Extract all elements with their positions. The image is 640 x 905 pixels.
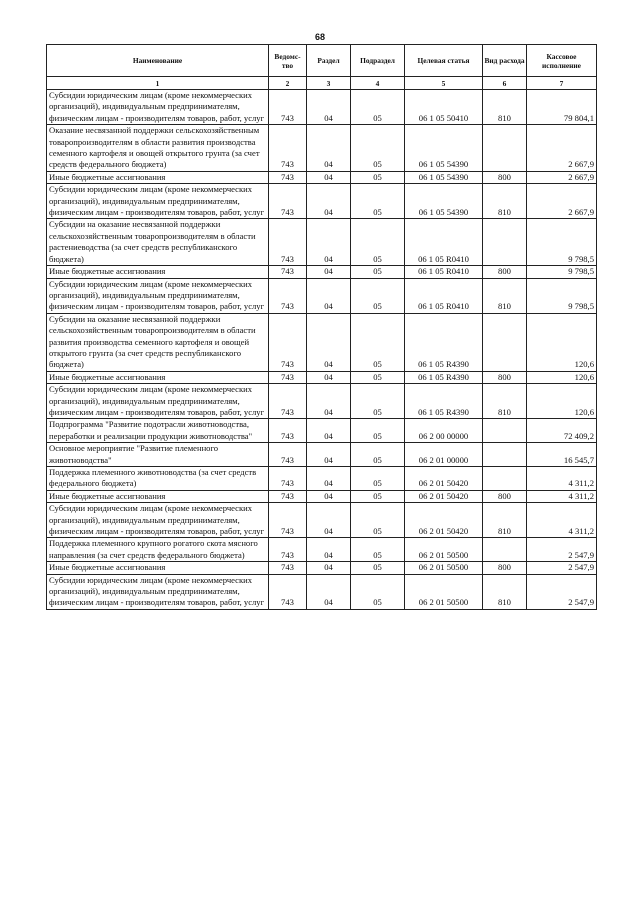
table-row [47,371,597,383]
row-target-article: 06 2 01 00000 [405,443,483,467]
row-expense-type [483,538,527,562]
row-target-article: 06 2 01 50500 [405,574,483,609]
row-name: Субсидии на оказание несвязанной поддержки сельскохозяйственным товаропроизводителям в области развития производства семенного картофеля и овощей открытого грунта (за счет средств республиканского бюджета) [47,313,269,371]
table-row [47,90,597,125]
row-section: 04 [307,419,351,443]
row-section: 04 [307,184,351,219]
row-name: Оказание несвязанной поддержки сельскохозяйственным товаропроизводителям в области развития производства семенного картофеля и овощей открытого грунта (за счет средств федерального бюджета) [47,125,269,172]
row-department: 743 [269,538,307,562]
row-section: 04 [307,219,351,266]
row-subsection: 05 [351,219,405,266]
row-amount: 9 798,5 [527,266,597,278]
table-row [47,171,597,183]
row-subsection: 05 [351,443,405,467]
row-amount: 2 667,9 [527,184,597,219]
row-department: 743 [269,171,307,183]
row-subsection: 05 [351,467,405,491]
row-name: Субсидии юридическим лицам (кроме некоммерческих организаций), индивидуальным предпринимателям, физическим лицам - производителям товаров, работ, услуг [47,574,269,609]
row-section: 04 [307,313,351,371]
row-department: 743 [269,125,307,172]
row-expense-type: 810 [483,384,527,419]
table-row [47,278,597,313]
row-amount: 16 545,7 [527,443,597,467]
row-section: 04 [307,538,351,562]
row-section: 04 [307,171,351,183]
header-department: Ведомс-тво [269,45,307,77]
row-section: 04 [307,467,351,491]
row-subsection: 05 [351,490,405,502]
row-expense-type: 800 [483,266,527,278]
row-subsection: 05 [351,90,405,125]
row-target-article: 06 2 01 50420 [405,503,483,538]
row-section: 04 [307,443,351,467]
row-amount: 120,6 [527,371,597,383]
row-name: Иные бюджетные ассигнования [47,490,269,502]
row-department: 743 [269,384,307,419]
row-subsection: 05 [351,171,405,183]
row-amount: 2 547,9 [527,562,597,574]
row-expense-type: 800 [483,490,527,502]
row-expense-type [483,467,527,491]
column-number: 4 [351,77,405,90]
row-subsection: 05 [351,419,405,443]
row-name: Субсидии юридическим лицам (кроме некоммерческих организаций), индивидуальным предпринимателям, физическим лицам - производителям товаров, работ, услуг [47,90,269,125]
row-department: 743 [269,490,307,502]
page-number: 68 [314,32,325,42]
column-number: 5 [405,77,483,90]
row-department: 743 [269,574,307,609]
row-expense-type: 810 [483,278,527,313]
row-target-article: 06 1 05 R4390 [405,313,483,371]
row-target-article: 06 2 01 50500 [405,538,483,562]
row-expense-type [483,125,527,172]
row-section: 04 [307,384,351,419]
row-expense-type [483,219,527,266]
row-expense-type [483,443,527,467]
row-department: 743 [269,184,307,219]
row-subsection: 05 [351,503,405,538]
header-cash-execution: Кассовое исполнение [527,45,597,77]
row-amount: 2 667,9 [527,125,597,172]
row-name: Основное мероприятие "Развитие племенного животноводства" [47,443,269,467]
row-target-article: 06 1 05 50410 [405,90,483,125]
column-number: 2 [269,77,307,90]
row-expense-type [483,419,527,443]
header-row [47,45,597,77]
row-target-article: 06 1 05 R0410 [405,219,483,266]
row-name: Поддержка племенного животноводства (за счет средств федерального бюджета) [47,467,269,491]
table-row [47,419,597,443]
row-expense-type: 810 [483,90,527,125]
row-amount: 9 798,5 [527,219,597,266]
row-subsection: 05 [351,184,405,219]
row-name: Субсидии юридическим лицам (кроме некоммерческих организаций), индивидуальным предпринимателям, физическим лицам - производителям товаров, работ, услуг [47,503,269,538]
row-target-article: 06 1 05 R4390 [405,371,483,383]
row-target-article: 06 1 05 54390 [405,184,483,219]
header-expense-type: Вид расхода [483,45,527,77]
row-section: 04 [307,266,351,278]
column-number: 6 [483,77,527,90]
row-department: 743 [269,419,307,443]
row-section: 04 [307,371,351,383]
table-row [47,125,597,172]
row-subsection: 05 [351,538,405,562]
row-amount: 2 547,9 [527,538,597,562]
row-department: 743 [269,266,307,278]
row-department: 743 [269,90,307,125]
row-department: 743 [269,371,307,383]
row-expense-type: 800 [483,562,527,574]
row-expense-type: 800 [483,171,527,183]
row-subsection: 05 [351,266,405,278]
row-department: 743 [269,278,307,313]
row-target-article: 06 1 05 R0410 [405,278,483,313]
row-department: 743 [269,219,307,266]
row-target-article: 06 1 05 54390 [405,125,483,172]
row-name: Иные бюджетные ассигнования [47,562,269,574]
row-amount: 72 409,2 [527,419,597,443]
budget-execution-table [46,44,597,610]
row-name: Поддержка племенного крупного рогатого скота мясного направления (за счет средств федерального бюджета) [47,538,269,562]
row-target-article: 06 2 01 50500 [405,562,483,574]
column-number: 3 [307,77,351,90]
row-subsection: 05 [351,384,405,419]
row-expense-type: 810 [483,574,527,609]
column-number: 1 [47,77,269,90]
row-amount: 120,6 [527,384,597,419]
table-body [47,90,597,610]
row-section: 04 [307,490,351,502]
header-name: Наименование [47,45,269,77]
row-amount: 120,6 [527,313,597,371]
row-amount: 2 547,9 [527,574,597,609]
row-name: Иные бюджетные ассигнования [47,171,269,183]
table-row [47,467,597,491]
table-header [47,45,597,90]
row-subsection: 05 [351,125,405,172]
table-row [47,313,597,371]
row-target-article: 06 1 05 R0410 [405,266,483,278]
row-expense-type [483,313,527,371]
row-amount: 4 311,2 [527,503,597,538]
row-expense-type: 810 [483,184,527,219]
row-target-article: 06 2 01 50420 [405,490,483,502]
row-department: 743 [269,503,307,538]
row-expense-type: 800 [483,371,527,383]
row-department: 743 [269,313,307,371]
row-expense-type: 810 [483,503,527,538]
table-row [47,503,597,538]
table-row [47,184,597,219]
row-subsection: 05 [351,278,405,313]
row-department: 743 [269,467,307,491]
table-row [47,574,597,609]
row-subsection: 05 [351,562,405,574]
table-row [47,219,597,266]
table-row [47,443,597,467]
row-name: Подпрограмма "Развитие подотрасли животноводства, переработки и реализации продукции животноводства" [47,419,269,443]
row-amount: 4 311,2 [527,467,597,491]
table-row [47,384,597,419]
row-name: Субсидии юридическим лицам (кроме некоммерческих организаций), индивидуальным предпринимателям, физическим лицам - производителям товаров, работ, услуг [47,384,269,419]
row-subsection: 05 [351,371,405,383]
header-subsection: Подраздел [351,45,405,77]
row-amount: 4 311,2 [527,490,597,502]
table-row [47,538,597,562]
row-name: Иные бюджетные ассигнования [47,266,269,278]
row-section: 04 [307,562,351,574]
row-name: Субсидии юридическим лицам (кроме некоммерческих организаций), индивидуальным предпринимателям, физическим лицам - производителям товаров, работ, услуг [47,184,269,219]
row-section: 04 [307,278,351,313]
row-section: 04 [307,574,351,609]
row-section: 04 [307,125,351,172]
row-target-article: 06 1 05 54390 [405,171,483,183]
row-subsection: 05 [351,574,405,609]
row-name: Субсидии на оказание несвязанной поддержки сельскохозяйственным товаропроизводителям в области растениеводства (за счет средств республиканского бюджета) [47,219,269,266]
row-amount: 9 798,5 [527,278,597,313]
column-number: 7 [527,77,597,90]
row-section: 04 [307,503,351,538]
row-name: Субсидии юридическим лицам (кроме некоммерческих организаций), индивидуальным предпринимателям, физическим лицам - производителям товаров, работ, услуг [47,278,269,313]
row-department: 743 [269,562,307,574]
header-target-article: Целевая статья [405,45,483,77]
row-name: Иные бюджетные ассигнования [47,371,269,383]
row-target-article: 06 2 00 00000 [405,419,483,443]
row-section: 04 [307,90,351,125]
table-row [47,266,597,278]
row-subsection: 05 [351,313,405,371]
row-target-article: 06 1 05 R4390 [405,384,483,419]
table-row [47,490,597,502]
row-amount: 79 804,1 [527,90,597,125]
header-section: Раздел [307,45,351,77]
row-amount: 2 667,9 [527,171,597,183]
column-number-row [47,77,597,90]
row-department: 743 [269,443,307,467]
table-row [47,562,597,574]
row-target-article: 06 2 01 50420 [405,467,483,491]
